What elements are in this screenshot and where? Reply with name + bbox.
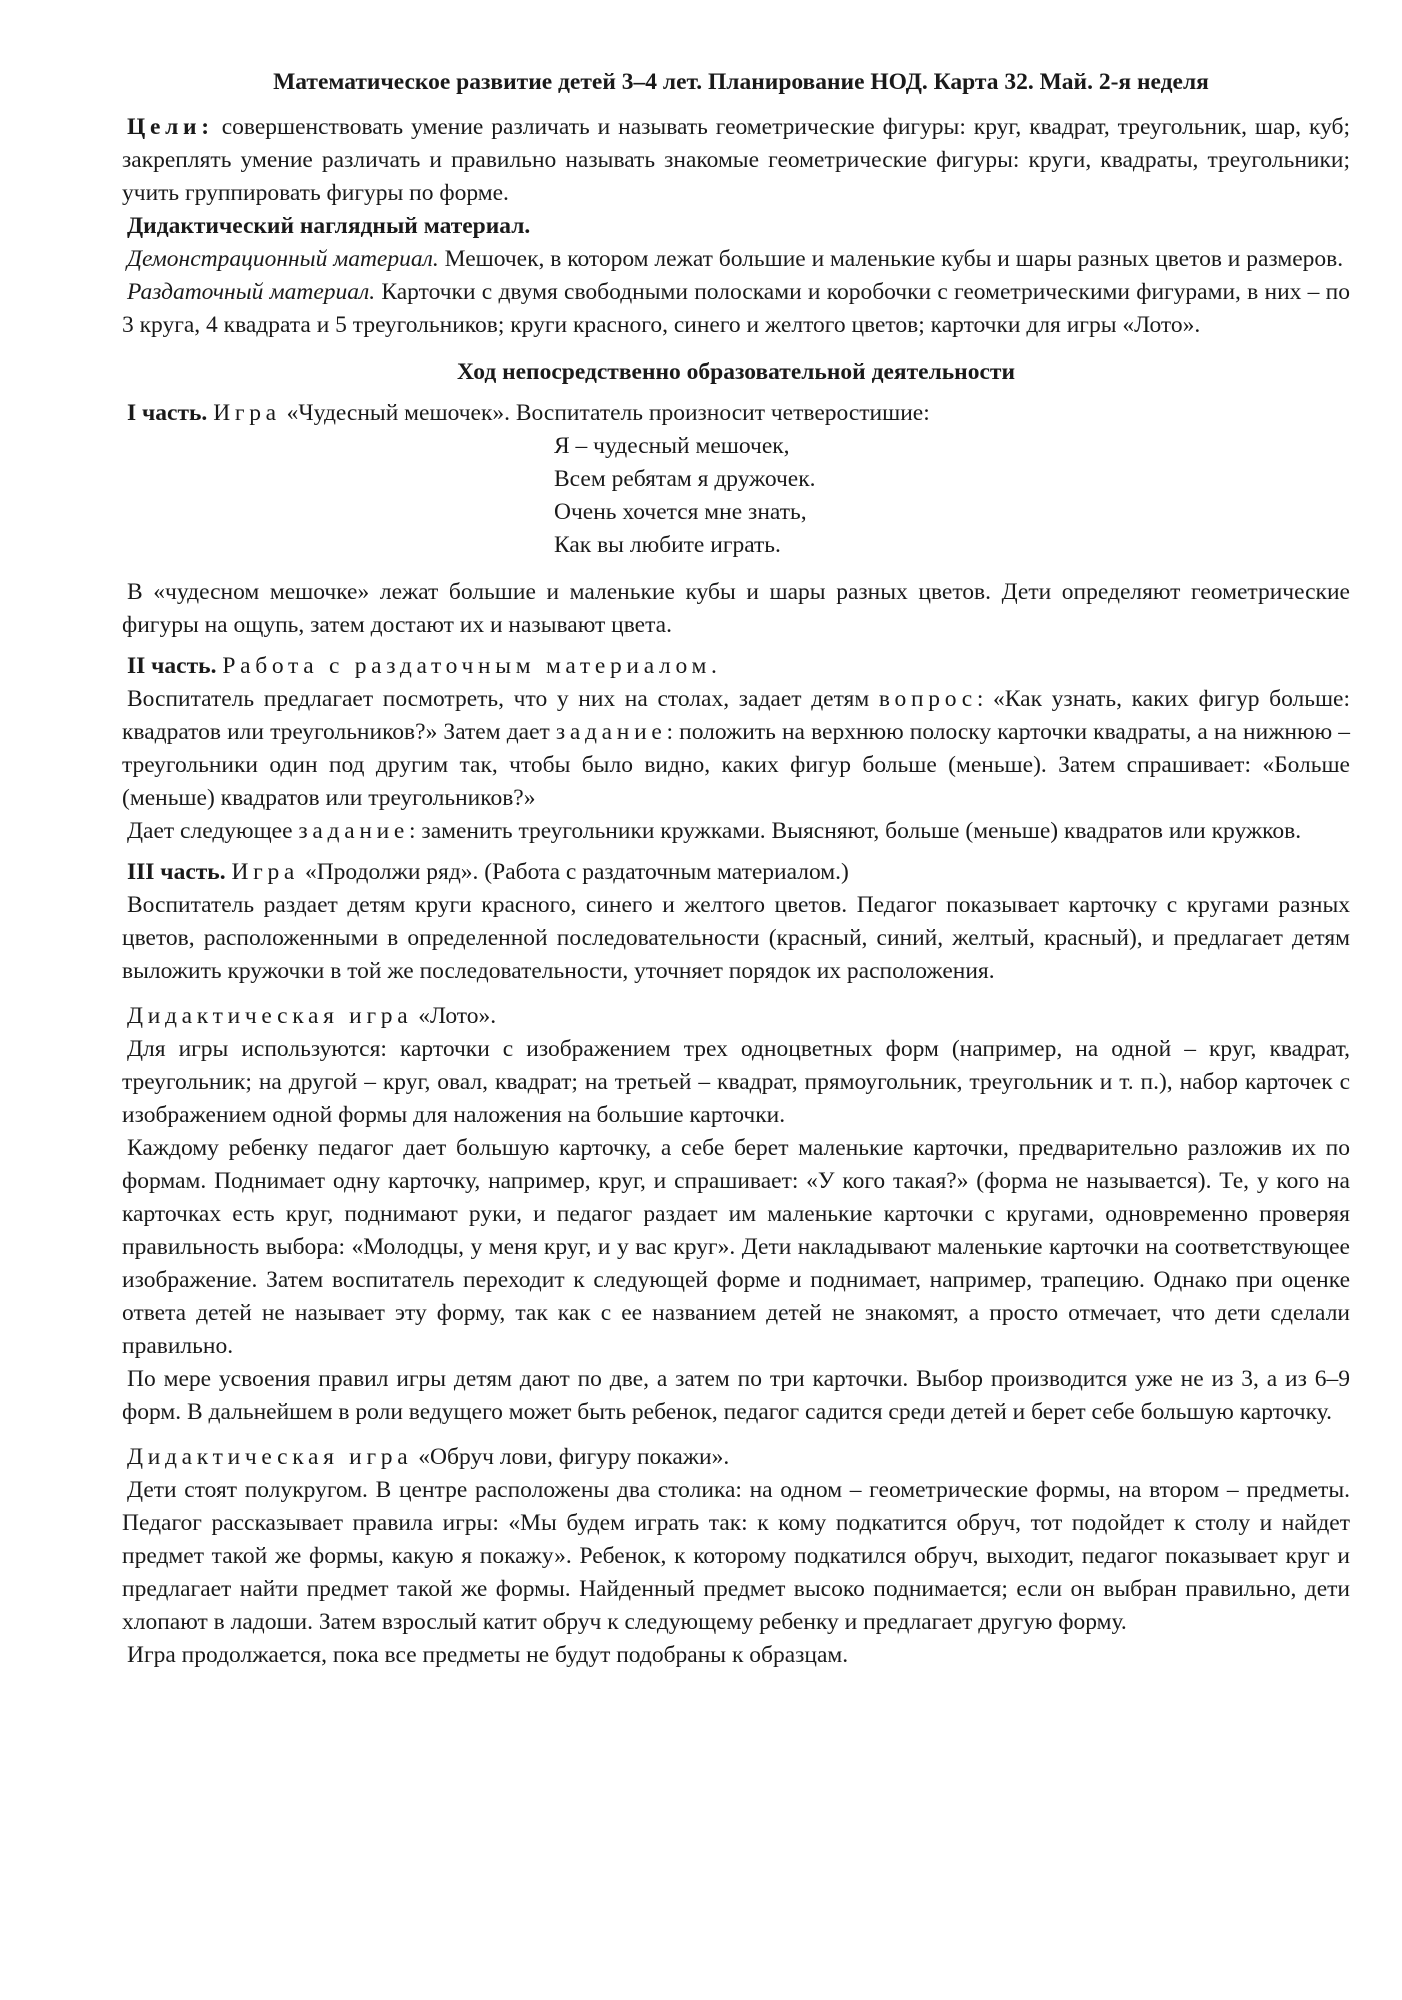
loto-paragraph-2: Каждому ребенку педагог дает большую карточку, а себе берет маленькие карточки, предварительно разложив их по формам. Поднимает одну карточку, например, круг, и спрашивает: «У кого такая?» (форма не называется). Те, у кого на карточках есть круг, поднимают руки, и педагог раздает им маленькие карточки с кругами, одновременно проверяя правильность выбора: «Молодцы, у меня круг, и у вас круг». Дети накладывают маленькие карточки на соответствующее изображение. Затем воспитатель переходит к следующей форме и поднимает, например, трапецию. Однако при оценке ответа детей не называет эту форму, так как с ее названием детей не знакомят, а просто отмечает, что дети сделали правильно. (122, 1135, 1350, 1359)
part3-paragraph-1: Воспитатель раздает детям круги красного, синего и желтого цветов. Педагог показывает карточку с кругами разных цветов, расположенными в определенной последовательности (красный, синий, желтый, красный), и предлагает детям выложить кружочки в той же последовательности, уточняет порядок их расположения. (122, 892, 1350, 984)
part1-label: I часть. (127, 400, 208, 426)
part2-p1-text-c: : положить на верхнюю полоску карточки квадраты, а на нижнюю – треугольники один под другим так, чтобы было видно, каких фигур больше (меньше). Затем спрашивает: «Больше (меньше) квадратов или треугольников?» (122, 719, 1350, 811)
hoop-name: «Обруч лови, фигуру покажи». (412, 1444, 730, 1470)
poem-line: Всем ребятам я дружочек. (554, 466, 816, 492)
part2-label: II часть. (127, 653, 217, 679)
part2-task-word-2: задание (298, 818, 410, 844)
loto-name: «Лото». (412, 1003, 497, 1029)
poem-line: Как вы любите играть. (554, 532, 781, 558)
part2-heading (122, 650, 1350, 683)
hoop-spaced-text: Дидактическая игра (127, 1444, 413, 1470)
hoop-paragraph-2: Игра продолжается, пока все предметы не будут подобраны к образцам. (127, 1642, 849, 1668)
part2-question-word: вопрос (878, 686, 977, 712)
part1-after-paragraph: В «чудесном мешочке» лежат большие и маленькие кубы и шары разных цветов. Дети определяют геометрические фигуры на ощупь, затем достают их и называют цвета. (122, 579, 1350, 638)
poem (122, 430, 1350, 562)
part1-paragraph (122, 397, 1350, 430)
hoop-heading (122, 1441, 1350, 1474)
course-heading: Ход непосредственно образовательной деятельности (457, 359, 1015, 385)
loto-paragraph-1: Для игры используются: карточки с изображением трех одноцветных форм (например, на одной – круг, квадрат, треугольник; на другой – круг, овал, квадрат; на третьей – квадрат, прямоугольник, треугольник и т. п.), набор карточек с изображением одной формы для наложения на большие карточки. (122, 1036, 1350, 1128)
part1-text: «Чудесный мешочек». Воспитатель произносит четверостишие: (280, 400, 930, 426)
handout-material-text: Карточки с двумя свободными полосками и коробочки с геометрическими фигурами, в них – по 3 круга, 4 квадрата и 5 треугольников; круги красного, синего и желтого цветов; карточки для игры «Лото». (122, 279, 1350, 338)
loto-heading (122, 1000, 1350, 1033)
handout-material-paragraph (122, 276, 1350, 342)
hoop-paragraph-1: Дети стоят полукругом. В центре расположены два столика: на одном – геометрические формы, на втором – предметы. Педагог рассказывает правила игры: «Мы будем играть так: к кому подкатится обруч, тот подойдет к столу и найдет предмет такой же формы, какую я покажу». Ребенок, к которому подкатился обруч, выходит, педагог показывает круг и предлагает найти предмет такой же формы. Найденный предмет высоко поднимается; если он выбран правильно, дети хлопают в ладоши. Затем взрослый катит обруч к следующему ребенку и предлагает другую форму. (122, 1477, 1350, 1635)
goals-text: совершенствовать умение различать и называть геометрические фигуры: круг, квадрат, треугольник, шар, куб; закреплять умение различать и правильно называть знакомые геометрические фигуры: круги, квадраты, треугольники; учить группировать фигуры по форме. (122, 114, 1350, 206)
page-title: Математическое развитие детей 3–4 лет. Планирование НОД. Карта 32. Май. 2-я неделя (273, 69, 1209, 95)
poem-line: Я – чудесный мешочек, (554, 433, 790, 459)
loto-paragraph-3: По мере усвоения правил игры детям дают по две, а затем по три карточки. Выбор производится уже не из 3, а из 6–9 форм. В дальнейшем в роли ведущего может быть ребенок, педагог садится среди детей и берет себе большую карточку. (122, 1366, 1350, 1425)
part2-p1-text-a: Воспитатель предлагает посмотреть, что у них на столах, задает детям (127, 686, 879, 712)
materials-heading: Дидактический наглядный материал. (127, 213, 531, 239)
part2-task-word: задание (555, 719, 667, 745)
loto-spaced-text: Дидактическая игра (127, 1003, 413, 1029)
goals-label: Цели: (127, 114, 214, 140)
demo-material-paragraph (122, 243, 1350, 276)
part3-heading (122, 856, 1350, 889)
poem-line: Очень хочется мне знать, (554, 499, 807, 525)
part2-spaced-text: Работа с раздаточным материалом. (222, 653, 722, 679)
part3-label: III часть. (127, 859, 226, 885)
demo-material-label: Демонстрационный материал. (127, 246, 439, 272)
goals-paragraph (122, 111, 1350, 210)
part3-game-word: Игра (231, 859, 300, 885)
handout-material-label: Раздаточный материал. (127, 279, 376, 305)
part1-game-word: Игра (213, 400, 281, 426)
demo-material-text: Мешочек, в котором лежат большие и маленькие кубы и шары разных цветов и размеров. (438, 246, 1344, 272)
part2-paragraph-1 (122, 683, 1350, 815)
part2-p2-text-b: : заменить треугольники кружками. Выясняют, больше (меньше) квадратов или кружков. (409, 818, 1302, 844)
part3-text: «Продолжи ряд». (Работа с раздаточным материалом.) (299, 859, 849, 885)
part2-paragraph-2 (122, 815, 1350, 848)
part2-p2-text-a: Дает следующее (127, 818, 299, 844)
part2-p1-text-b: : «Как узнать, каких фигур больше: квадратов или треугольников?» Затем дает (122, 686, 1351, 745)
